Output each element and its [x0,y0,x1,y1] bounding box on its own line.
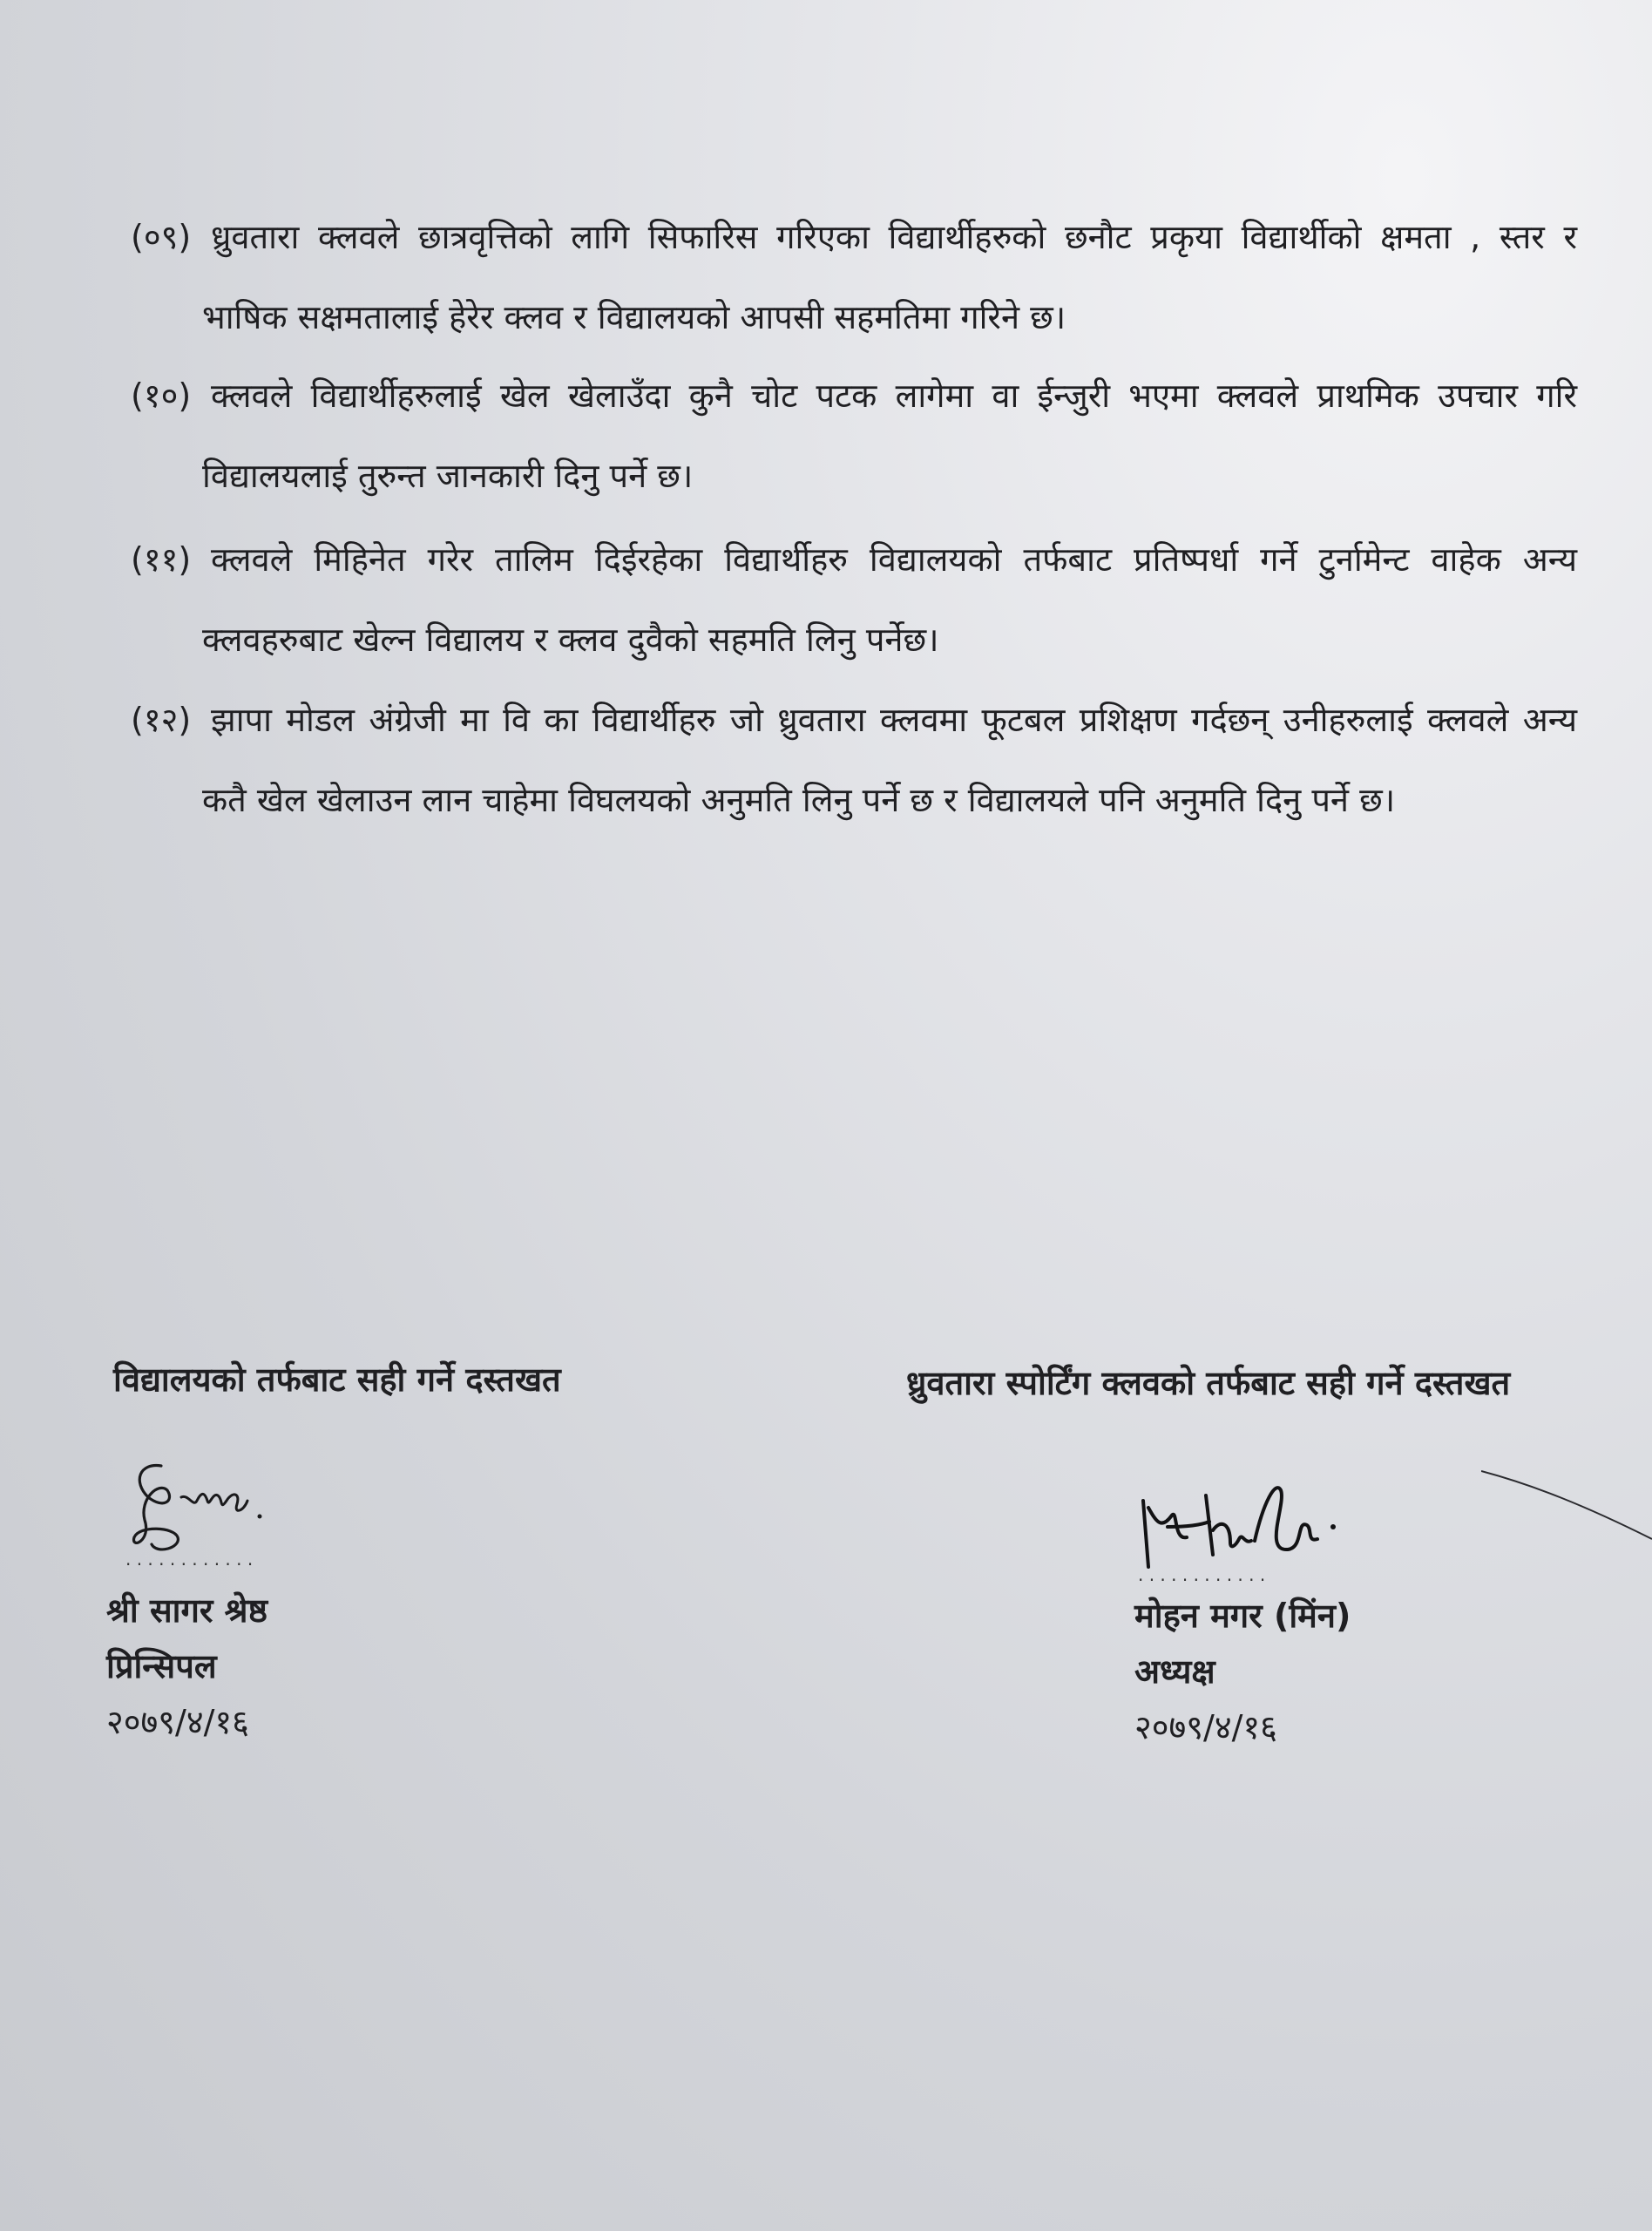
clause-number: (११) [131,540,192,579]
school-signature-heading: विद्यालयको तर्फबाट सही गर्ने दस्तखत [113,1360,561,1399]
clause-text-continued: कतै खेल खेलाउन लान चाहेमा विघलयको अनुमति लिनु पर्ने छ र विद्यालयले पनि अनुमति दिनु पर्ने छ। [202,781,1396,819]
clause-line [131,356,1577,436]
clause-line [131,519,1577,600]
principal-sign-date: २०७९/४/१६ [106,1703,249,1741]
principal-name: श्री सागर श्रेष्ठ [106,1591,267,1630]
svg-text:. . . . . . . . . . . .: . . . . . . . . . . . . [1138,1564,1266,1585]
principal-signature [113,1447,305,1569]
clause-line [131,197,1577,277]
clause-12 [131,680,1577,840]
clause-text-continued: भाषिक सक्षमतालाई हेरेर क्लव र विद्यालयको आपसी सहमतिमा गरिने छ। [202,298,1066,336]
stray-pen-line [1481,1464,1652,1543]
clause-number: (१२) [131,701,192,739]
clause-10 [131,356,1577,516]
clause-text: क्लवले विद्यार्थीहरुलाई खेल खेलाउँदा कुनै चोट पटक लागेमा वा ईन्जुरी भएमा क्लवले प्राथमिक उपचार गरि [211,376,1577,415]
president-details [1134,1588,1351,1755]
president-title: अध्यक्ष [1134,1652,1215,1691]
president-sign-date: २०७९/४/१६ [1134,1708,1277,1746]
clause-number: (०९) [131,218,192,256]
svg-text:. . . . . . . . . . . .: . . . . . . . . . . . . [125,1549,254,1569]
clause-line [131,680,1577,760]
clause-number: (१०) [131,376,192,415]
clause-text: ध्रुवतारा क्लवले छात्रवृत्तिको लागि सिफारिस गरिएका विद्यार्थीहरुको छनौट प्रकृया विद्यार्थीको क्षमता , स्तर र [211,218,1577,256]
clause-text: क्लवले मिहिनेत गरेर तालिम दिईरहेका विद्यार्थीहरु विद्यालयको तर्फबाट प्रतिष्पर्धा गर्ने टुर्नामेन्ट वाहेक अन्य [211,540,1577,579]
club-signature-heading: ध्रुवतारा स्पोर्टिंग क्लवको तर्फबाट सही गर्ने दस्तखत [906,1364,1511,1402]
principal-title: प्रिन्सिपल [106,1647,217,1685]
clause-text-continued: क्लवहरुबाट खेल्न विद्यालय र क्लव दुवैको सहमति लिनु पर्नेछ। [202,620,939,659]
clause-11 [131,519,1577,680]
clause-09 [131,197,1577,357]
clause-text-continued: विद्यालयलाई तुरुन्त जानकारी दिनु पर्ने छ। [202,457,694,495]
clause-text: झापा मोडल अंग्रेजी मा वि का विद्यार्थीहरु जो ध्रुवतारा क्लवमा फूटबल प्रशिक्षण गर्दछन् उनीहरुलाई क्लवले अन्य [211,701,1577,739]
president-signature [1133,1464,1359,1586]
principal-details [106,1583,267,1750]
president-name: मोहन मगर (मिंन) [1134,1597,1351,1635]
